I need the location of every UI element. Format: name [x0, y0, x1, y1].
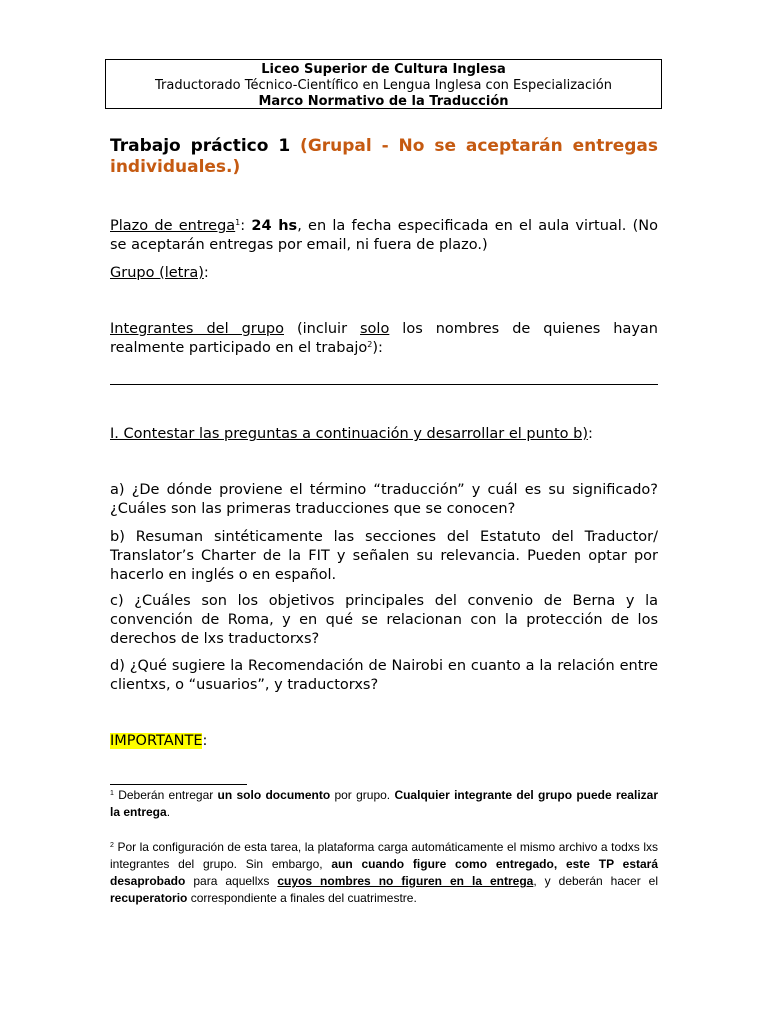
footnote-ref-2: 2: [367, 340, 373, 349]
footnote-1-end: .: [166, 805, 171, 819]
members-solo: solo: [360, 321, 390, 337]
question-a: a) ¿De dónde proviene el término “traducción” y cuál es su significado? ¿Cuáles son las primeras traducciones que se conocen?: [110, 482, 658, 517]
footnote-2-text: Por la configuración de esta tarea, la plataforma carga automáticamente el mismo archivo a todxs lxs integrantes del grupo. Sin embargo,: [110, 840, 658, 871]
important-colon: :: [202, 733, 208, 749]
footnote-2-text-2: para aquellxs: [185, 874, 278, 888]
course-name: Marco Normativo de la Traducción: [258, 94, 509, 109]
institution-name: Liceo Superior de Cultura Inglesa: [261, 62, 506, 77]
group-paragraph: [110, 264, 658, 283]
group-label: Grupo (letra): [110, 265, 204, 281]
members-end: ):: [372, 340, 383, 356]
section-heading-colon: :: [587, 426, 593, 442]
deadline-text: , en la fecha especificada en el aula virtual. (No se aceptarán entregas por email, ni fuera de plazo.): [110, 218, 659, 253]
group-colon: :: [203, 265, 209, 281]
title-main: Trabajo práctico 1: [110, 136, 291, 156]
members-paragraph: [110, 320, 658, 358]
footnote-1-number: 1: [110, 790, 114, 797]
section-heading-text: I. Contestar las preguntas a continuación y desarrollar el punto b): [110, 426, 588, 442]
members-label: Integrantes del grupo: [110, 321, 284, 337]
question-c: c) ¿Cuáles son los objetivos principales del convenio de Berna y la convención de Roma, y en qué se relacionan con la protección de los derechos de lxs traductorxs?: [110, 593, 658, 647]
deadline-label: Plazo de entrega: [110, 218, 236, 234]
footnote-2-text-3: , y deberán hacer el: [533, 874, 659, 888]
question-d: d) ¿Qué sugiere la Recomendación de Nairobi en cuanto a la relación entre clientxs, o “usuarios”, y traductorxs?: [110, 658, 658, 693]
question-b: b) Resuman sintéticamente las secciones del Estatuto del Traductor/ Translator’s Charter de la FIT y señalen su relevancia. Pueden optar por hacerlo en inglés o en español.: [110, 529, 658, 583]
footnote-1-bold: un solo documento: [217, 788, 331, 802]
footnote-2-bold: aun cuando figure como entregado, este TP estará desaprobado: [110, 857, 659, 888]
footnote-separator: [110, 784, 247, 785]
header-box: [105, 59, 662, 109]
footnote-2-bold-3: recuperatorio: [110, 891, 188, 905]
footnote-2-end: correspondiente a finales del cuatrimestre.: [187, 891, 417, 905]
footnote-1-text: Deberán entregar: [113, 788, 218, 802]
members-post: los nombres de quienes hayan realmente participado en el trabajo: [110, 321, 658, 356]
footnote-2: [110, 839, 658, 907]
footnote-2-bold-underlined: cuyos nombres no figuren en la entrega: [277, 874, 534, 888]
deadline-colon: :: [240, 218, 252, 234]
members-pre: (incluir: [284, 321, 360, 337]
important-note: [110, 732, 658, 751]
deadline-paragraph: [110, 217, 658, 255]
members-line: [110, 384, 658, 385]
important-label: IMPORTANTE: [110, 733, 203, 749]
footnote-1-bold-2: Cualquier integrante del grupo puede realizar la entrega: [110, 788, 658, 819]
deadline-value: 24 hs: [251, 218, 298, 234]
page-title: [110, 136, 658, 178]
title-note: (Grupal - No se aceptarán entregas individuales.): [110, 136, 658, 177]
section-heading: [110, 425, 658, 444]
program-name: Traductorado Técnico-Científico en Lengua Inglesa con Especialización: [155, 78, 612, 93]
footnote-1-text-2: por grupo.: [330, 788, 395, 802]
footnote-2-number: 2: [110, 842, 114, 849]
footnote-ref-1: 1: [235, 218, 241, 227]
footnote-1: [110, 787, 658, 821]
